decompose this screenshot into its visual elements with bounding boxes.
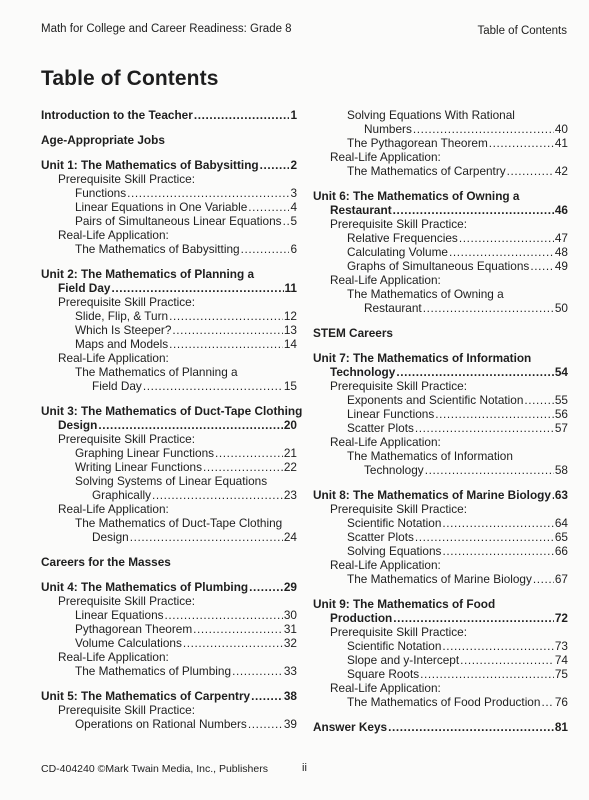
- prereq-label: Prerequisite Skill Practice:: [330, 625, 468, 639]
- prereq-label: Prerequisite Skill Practice:: [58, 295, 196, 309]
- prereq-label: Prerequisite Skill Practice:: [58, 703, 196, 717]
- toc-left-column: [41, 108, 303, 731]
- toc-entry[interactable]: Graphically ..... 23: [41, 488, 297, 502]
- prereq-label: Prerequisite Skill Practice:: [330, 502, 468, 516]
- toc-entry[interactable]: Scientific Notation ..... 64: [313, 516, 568, 530]
- toc-entry[interactable]: Design ..... 24: [41, 530, 297, 544]
- toc-entry-line: The Mathematics of Duct-Tape Clothing: [75, 516, 283, 530]
- prereq-label: Prerequisite Skill Practice:: [58, 172, 196, 186]
- toc-entry-line: The Mathematics of Owning a: [347, 287, 504, 301]
- toc-entry[interactable]: Volume Calculations ..... 32: [41, 636, 297, 650]
- prereq-label: Prerequisite Skill Practice:: [330, 379, 468, 393]
- toc-unit-3[interactable]: Design ..... 20: [41, 418, 297, 432]
- toc-unit-5[interactable]: Unit 5: The Mathematics of Carpentry ..... 38: [41, 689, 297, 703]
- real-life-label: Real-Life Application:: [330, 681, 441, 695]
- toc-entry[interactable]: Linear Equations in One Variable ..... 4: [41, 200, 297, 214]
- toc-entry-intro[interactable]: Introduction to the Teacher ..... 1: [41, 108, 297, 122]
- real-life-label: Real-Life Application:: [330, 150, 441, 164]
- toc-unit-1[interactable]: Unit 1: The Mathematics of Babysitting ..... 2: [41, 158, 297, 172]
- toc-entry-line: The Mathematics of Planning a: [75, 365, 238, 379]
- toc-unit-6-title: Unit 6: The Mathematics of Owning a: [313, 189, 520, 203]
- toc-unit-9-title: Unit 9: The Mathematics of Food: [313, 597, 496, 611]
- page-title: Table of Contents: [41, 67, 219, 90]
- toc-entry[interactable]: Writing Linear Functions ..... 22: [41, 460, 297, 474]
- toc-entry-answer-keys[interactable]: Answer Keys ..... 81: [313, 720, 568, 734]
- toc-entry[interactable]: Pythagorean Theorem ..... 31: [41, 622, 297, 636]
- toc-unit-6[interactable]: Restaurant ..... 46: [313, 203, 568, 217]
- real-life-label: Real-Life Application:: [58, 228, 169, 242]
- toc-entry[interactable]: The Mathematics of Plumbing ..... 33: [41, 664, 297, 678]
- toc-unit-2[interactable]: Field Day ..... 11: [41, 281, 297, 295]
- toc-entry[interactable]: Scientific Notation ..... 73: [313, 639, 568, 653]
- real-life-label: Real-Life Application:: [330, 558, 441, 572]
- toc-unit-7-title: Unit 7: The Mathematics of Information: [313, 351, 532, 365]
- toc-entry[interactable]: Solving Equations ..... 66: [313, 544, 568, 558]
- toc-entry[interactable]: The Mathematics of Babysitting ..... 6: [41, 242, 297, 256]
- toc-entry[interactable]: Scatter Plots ..... 65: [313, 530, 568, 544]
- toc-entry[interactable]: The Mathematics of Food Production ..... 76: [313, 695, 568, 709]
- toc-entry[interactable]: Functions ..... 3: [41, 186, 297, 200]
- toc-entry[interactable]: Maps and Models ..... 14: [41, 337, 297, 351]
- prereq-label: Prerequisite Skill Practice:: [58, 432, 196, 446]
- toc-entry[interactable]: Square Roots ..... 75: [313, 667, 568, 681]
- toc-entry[interactable]: Calculating Volume ..... 48: [313, 245, 568, 259]
- toc-entry[interactable]: Slope and y-Intercept ..... 74: [313, 653, 568, 667]
- toc-entry[interactable]: Slide, Flip, & Turn ..... 12: [41, 309, 297, 323]
- toc-unit-3-title: Unit 3: The Mathematics of Duct-Tape Clothing: [41, 404, 303, 418]
- toc-entry[interactable]: Linear Functions ..... 56: [313, 407, 568, 421]
- toc-unit-7[interactable]: Technology ..... 54: [313, 365, 568, 379]
- prereq-label: Prerequisite Skill Practice:: [58, 594, 196, 608]
- toc-entry[interactable]: Technology ..... 58: [313, 463, 568, 477]
- toc-unit-2-title: Unit 2: The Mathematics of Planning a: [41, 267, 255, 281]
- toc-entry[interactable]: Linear Equations ..... 30: [41, 608, 297, 622]
- toc-entry[interactable]: The Mathematics of Carpentry ..... 42: [313, 164, 568, 178]
- real-life-label: Real-Life Application:: [330, 435, 441, 449]
- toc-entry[interactable]: Pairs of Simultaneous Linear Equations ..... 5: [41, 214, 297, 228]
- toc-entry-line: Solving Equations With Rational: [347, 108, 515, 122]
- toc-entry[interactable]: Scatter Plots ..... 57: [313, 421, 568, 435]
- real-life-label: Real-Life Application:: [58, 650, 169, 664]
- toc-entry[interactable]: Operations on Rational Numbers ..... 39: [41, 717, 297, 731]
- toc-entry[interactable]: Restaurant ..... 50: [313, 301, 568, 315]
- real-life-label: Real-Life Application:: [58, 351, 169, 365]
- toc-entry[interactable]: Graphing Linear Functions ..... 21: [41, 446, 297, 460]
- header-book-title: Math for College and Career Readiness: Grade 8: [41, 23, 292, 35]
- toc-right-column: [313, 108, 568, 734]
- toc-entry[interactable]: Graphs of Simultaneous Equations ..... 49: [313, 259, 568, 273]
- toc-unit-4[interactable]: Unit 4: The Mathematics of Plumbing ..... 29: [41, 580, 297, 594]
- toc-entry-line: The Mathematics of Information: [347, 449, 513, 463]
- real-life-label: Real-Life Application:: [330, 273, 441, 287]
- toc-entry[interactable]: Exponents and Scientific Notation ..... 55: [313, 393, 568, 407]
- toc-entry[interactable]: The Pythagorean Theorem ..... 41: [313, 136, 568, 150]
- toc-unit-9[interactable]: Production ..... 72: [313, 611, 568, 625]
- prereq-label: Prerequisite Skill Practice:: [330, 217, 468, 231]
- toc-unit-8[interactable]: Unit 8: The Mathematics of Marine Biology ..... 63: [313, 488, 568, 502]
- toc-entry[interactable]: Numbers ..... 40: [313, 122, 568, 136]
- footer-publisher: CD-404240 ©Mark Twain Media, Inc., Publishers: [41, 763, 268, 775]
- toc-entry[interactable]: Field Day ..... 15: [41, 379, 297, 393]
- toc-entry[interactable]: Which Is Steeper? ..... 13: [41, 323, 297, 337]
- page-number: ii: [302, 762, 307, 774]
- toc-entry[interactable]: Relative Frequencies ..... 47: [313, 231, 568, 245]
- real-life-label: Real-Life Application:: [58, 502, 169, 516]
- header-section-title: Table of Contents: [477, 25, 567, 37]
- section-heading-careers-for-the-masses: Careers for the Masses: [41, 555, 171, 569]
- toc-entry[interactable]: The Mathematics of Marine Biology ..... 67: [313, 572, 568, 586]
- section-heading-stem-careers: STEM Careers: [313, 326, 393, 340]
- section-heading-age-appropriate-jobs: Age-Appropriate Jobs: [41, 133, 165, 147]
- toc-entry-line: Solving Systems of Linear Equations: [75, 474, 268, 488]
